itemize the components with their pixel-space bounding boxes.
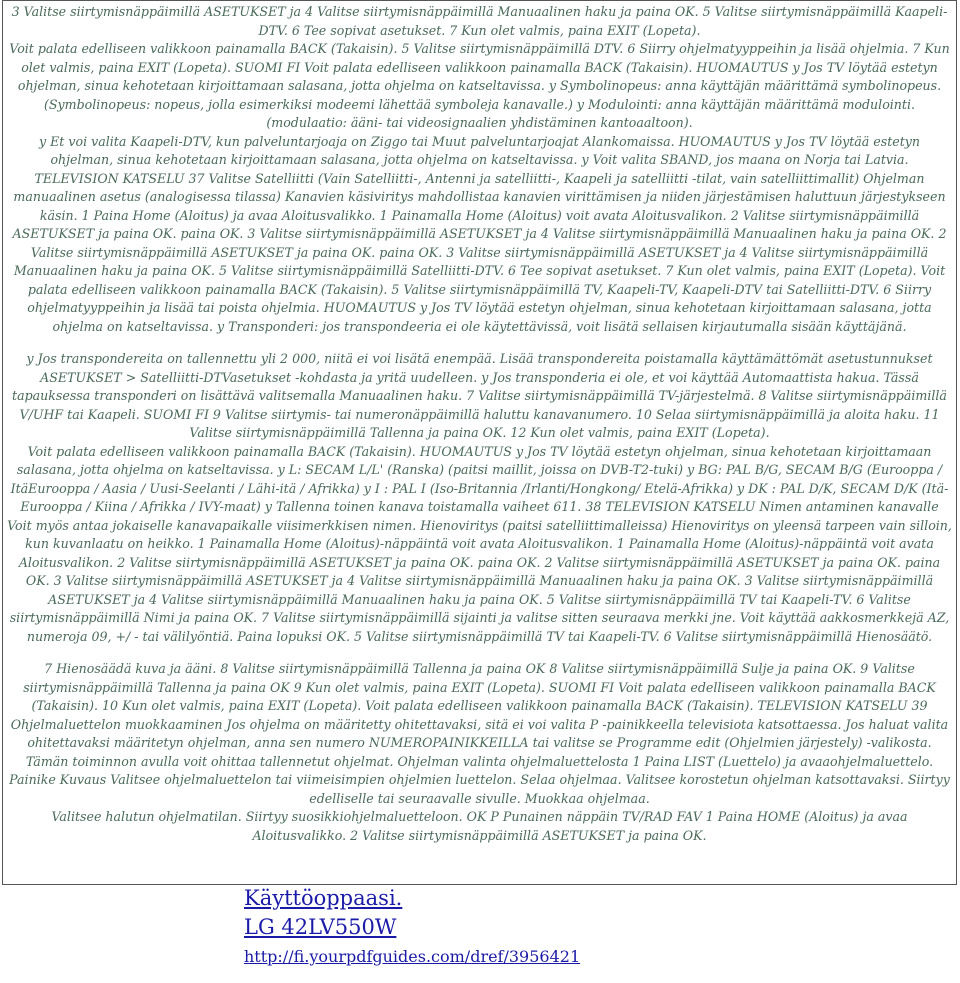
- paragraph-6: 7 Hienosäädä kuva ja ääni. 8 Valitse siirtymisnäppäimillä Tallenna ja paina OK 8 Valitse siirtymisnäppäimillä Sulje ja paina OK. 9 Valitse siirtymisnäppäimillä Tallenna ja paina OK 9 Kun olet valmis, paina EXIT (Lopeta). SUOMI FI Voit palata edelliseen valikkoon painamalla BACK (Takaisin). 10 Kun olet valmis, paina EXIT (Lopeta). Voit palata edelliseen valikkoon painamalla BACK (Takaisin). TELEVISION KATSELU 39 Ohjelmaluettelon muokkaaminen Jos ohjelma on määritetty ohitettavaksi, sitä ei voi valita P -painikkeella televisiota katsottaessa. Jos haluat valita ohitettavaksi määritetyn ohjelman, anna sen numero NUMEROPAINIKKEILLA tai valitse se Programme edit (Ohjelmien järjestely) -valikosta. Tämän toiminnon avulla voit ohittaa tallennetut ohjelmat. Ohjelman valinta ohjelmaluettelosta 1 Paina LIST (Luettelo) ja avaaohjelmaluettelo.: [10, 661, 949, 769]
- paragraph-7: Painike Kuvaus Valitsee ohjelmaluettelon tai viimeisimpien ohjelmien luettelon. Selaa ohjelmaa. Valitsee korostetun ohjelman katsottavaksi. Siirtyy edelliselle tai seuraavalle sivulle. Muokkaa ohjelmaa.: [9, 772, 950, 806]
- paragraph-2: Voit palata edelliseen valikkoon painamalla BACK (Takaisin). 5 Valitse siirtymisnäppäimillä DTV. 6 Siirry ohjelmatyyppeihin ja lisää ohjelmia. 7 Kun olet valmis, paina EXIT (Lopeta). SUOMI FI Voit palata edelliseen valikkoon painamalla BACK (Takaisin). HUOMAUTUS y Jos TV löytää estetyn ohjelman, sinua kehotetaan kirjoittamaan salasana, jotta ohjelma on katseltavissa. y Symbolinopeus: anna käyttäjän määrittämä symbolinopeus. (Symbolinopeus: nopeus, jolla esimerkiksi modeemi lähettää symboleja kanavalle.) y Modulointi: anna käyttäjän määrittämä modulointi. (modulaatio: ääni- tai videosignaalien yhdistäminen kantoaaltoon).: [9, 41, 950, 130]
- model-link[interactable]: LG 42LV550W: [244, 915, 397, 939]
- manual-link[interactable]: Käyttöoppaasi.: [244, 886, 403, 910]
- footer-links: [244, 884, 580, 968]
- paragraph-8: Valitsee halutun ohjelmatilan. Siirtyy suosikkiohjelmaluetteloon. OK P Punainen näppäin TV/RAD FAV 1 Paina HOME (Aloitus) ja avaa Aloitusvalikko. 2 Valitse siirtymisnäppäimillä ASETUKSET ja paina OK.: [51, 809, 908, 843]
- paragraph-1: 3 Valitse siirtymisnäppäimillä ASETUKSET ja 4 Valitse siirtymisnäppäimillä Manuaalinen haku ja paina OK. 5 Valitse siirtymisnäppäimillä Kaapeli-DTV. 6 Tee sopivat asetukset. 7 Kun olet valmis, paina EXIT (Lopeta).: [11, 4, 948, 38]
- document-page: [2, 0, 957, 885]
- url-link[interactable]: http://fi.yourpdfguides.com/dref/3956421: [244, 947, 581, 966]
- paragraph-4: y Jos transpondereita on tallennettu yli 2 000, niitä ei voi lisätä enempää. Lisää transpondereita poistamalla käyttämättömät asetustunnukset ASETUKSET > Satelliitti-DTVasetukset -kohdasta ja yritä uudelleen. y Jos transponderia ei ole, et voi käyttää Automaattista hakua. Tässä tapauksessa transponderi on lisättävä valitsemalla Manuaalinen haku. 7 Valitse siirtymisnäppäimillä TV-järjestelmä. 8 Valitse siirtymisnäppäimillä V/UHF tai Kaapeli. SUOMI FI 9 Valitse siirtymis- tai numeronäppäimillä haluttu kanavanumero. 10 Selaa siirtymisnäppäimillä ja aloita haku. 11 Valitse siirtymisnäppäimillä Tallenna ja paina OK. 12 Kun olet valmis, paina EXIT (Lopeta).: [12, 351, 947, 440]
- paragraph-5: Voit palata edelliseen valikkoon painamalla BACK (Takaisin). HUOMAUTUS y Jos TV löytää estetyn ohjelman, sinua kehotetaan kirjoittamaan salasana, jotta ohjelma on katseltavissa. y L: SECAM L/L' (Ranska) (paitsi maillit, joissa on DVB-T2-tuki) y BG: PAL B/G, SECAM B/G (Eurooppa / ItäEurooppa / Aasia / Uusi-Seelanti / Lähi-itä / Afrikka) y I : PAL I (Iso-Britannia /Irlanti/Hongkong/ Etelä-Afrikka) y DK : PAL D/K, SECAM D/K (Itä-Eurooppa / Kiina / Afrikka / IVY-maat) y Tallenna toinen kanava toistamalla vaiheet 611. 38 TELEVISION KATSELU Nimen antaminen kanavalle Voit myös antaa jokaiselle kanavapaikalle viisimerkkisen nimen. Hienoviritys (paitsi satelliittimalleissa) Hienoviritys on yleensä tarpeen vain silloin, kun kuvanlaatu on heikko. 1 Painamalla Home (Aloitus)-näppäintä voit avata Aloitusvalikon. 1 Painamalla Home (Aloitus)-näppäintä voit avata Aloitusvalikon. 2 Valitse siirtymisnäppäimillä ASETUKSET ja paina OK. paina OK. 2 Valitse siirtymisnäppäimillä ASETUKSET ja paina OK. paina OK. 3 Valitse siirtymisnäppäimillä ASETUKSET ja 4 Valitse siirtymisnäppäimillä Manuaalinen haku ja paina OK. 3 Valitse siirtymisnäppäimillä ASETUKSET ja 4 Valitse siirtymisnäppäimillä Manuaalinen haku ja paina OK. 5 Valitse siirtymisnäppäimillä TV tai Kaapeli-TV. 6 Valitse siirtymisnäppäimillä Nimi ja paina OK. 7 Valitse siirtymisnäppäimillä sijainti ja valitse sitten seuraava merkki jne. Voit käyttää aakkosmerkkejä AZ, numeroja 09, +/ - tai välilyöntiä. Paina lopuksi OK. 5 Valitse siirtymisnäppäimillä TV tai Kaapeli-TV. 6 Valitse siirtymisnäppäimillä Hienosäätö.: [7, 443, 952, 644]
- paragraph-3: y Et voi valita Kaapeli-DTV, kun palveluntarjoaja on Ziggo tai Muut palveluntarjoajat Alankomaissa. HUOMAUTUS y Jos TV löytää estetyn ohjelman, sinua kehotetaan kirjoittamaan salasana, jotta ohjelma on katseltavissa. y Voit valita SBAND, jos maana on Norja tai Latvia. TELEVISION KATSELU 37 Valitse Satelliitti (Vain Satelliitti-, Antenni ja satelliitti-, Kaapeli ja satelliitti -tilat, vain satelliittimallit) Ohjelman manuaalinen asetus (analogisessa tilassa) Kanavien käsiviritys mahdollistaa kanavien virittämisen ja niiden järjestämisen haluttuun järjestykseen käsin. 1 Paina Home (Aloitus) ja avaa Aloitusvalikko. 1 Painamalla Home (Aloitus) voit avata Aloitusvalikon. 2 Valitse siirtymisnäppäimillä ASETUKSET ja paina OK. paina OK. 3 Valitse siirtymisnäppäimillä ASETUKSET ja 4 Valitse siirtymisnäppäimillä Manuaalinen haku ja paina OK. 2 Valitse siirtymisnäppäimillä ASETUKSET ja paina OK. paina OK. 3 Valitse siirtymisnäppäimillä ASETUKSET ja 4 Valitse siirtymisnäppäimillä Manuaalinen haku ja paina OK. 5 Valitse siirtymisnäppäimillä Satelliitti-DTV. 6 Tee sopivat asetukset. 7 Kun olet valmis, paina EXIT (Lopeta). Voit palata edelliseen valikkoon painamalla BACK (Takaisin). 5 Valitse siirtymisnäppäimillä TV, Kaapeli-TV, Kaapeli-DTV tai Satelliitti-DTV. 6 Siirry ohjelmatyyppeihin ja lisää tai poista ohjelmia. HUOMAUTUS y Jos TV löytää estetyn ohjelman, sinua kehotetaan kirjoittamaan salasana, jotta ohjelma on katseltavissa. y Transponderi: jos transpondeeria ei ole käytettävissä, voit lisätä sellaisen kirjautumalla sisään käyttäjänä.: [12, 133, 947, 334]
